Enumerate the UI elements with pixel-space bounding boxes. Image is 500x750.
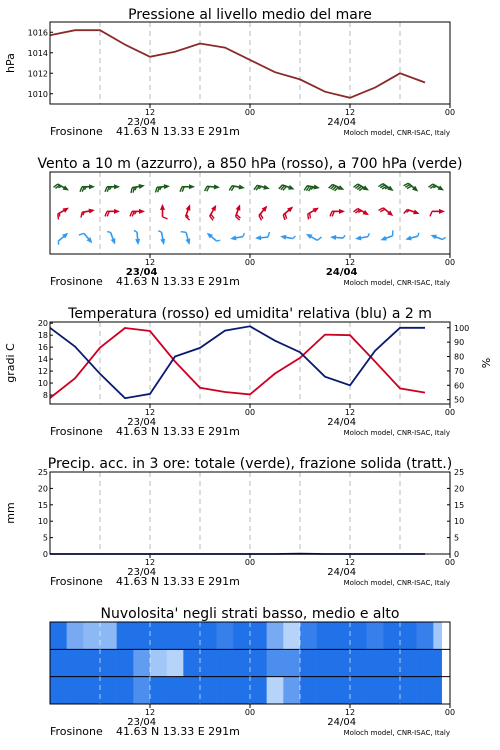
cloud-cell-alto <box>317 622 334 650</box>
precip-y2tick-label: 20 <box>454 484 465 494</box>
cloud-cell-alto <box>283 622 300 650</box>
wind-barb-feather <box>107 232 111 233</box>
precip-xtick-label: 12 <box>144 558 156 567</box>
cloud-cell-alto <box>133 622 150 650</box>
clouds-site-name: Frosinone <box>50 725 103 738</box>
wind-barb-head <box>230 235 236 240</box>
temperature-xtick-label: 12 <box>344 408 356 417</box>
wind-barb <box>405 233 419 241</box>
cloud-cell-medio <box>217 649 234 677</box>
wind-barb-head <box>330 235 336 240</box>
wind-barb <box>380 230 392 240</box>
wind-barb <box>254 185 270 190</box>
cloud-cell-medio <box>400 649 417 677</box>
wind-barb <box>210 205 217 220</box>
cloud-cell-basso <box>167 677 184 705</box>
wind-barb <box>105 184 120 192</box>
clouds-xtick-label: 12 <box>144 708 156 717</box>
wind-barb-head <box>355 235 361 240</box>
precip-site-name: Frosinone <box>50 575 103 588</box>
precip-ytick-label: 25 <box>37 468 48 477</box>
pressure-date-label: 24/04 <box>327 117 357 128</box>
cloud-cell-medio <box>117 649 134 677</box>
temperature-site-coords: 41.63 N 13.33 E 291m <box>116 425 240 438</box>
wind-barb-feather <box>343 235 345 238</box>
clouds-title: Nuvolosita' negli strati basso, medio e alto <box>100 606 400 622</box>
cloud-cell-medio <box>317 649 334 677</box>
wind-barb-feather <box>317 237 321 240</box>
wind-barb-feather <box>131 188 132 193</box>
precip-ytick-label: 5 <box>42 533 48 543</box>
wind-barb-feather <box>310 213 311 218</box>
wind-barb <box>430 209 445 217</box>
clouds-date-label: 24/04 <box>327 717 357 728</box>
cloud-cell-alto <box>100 622 117 650</box>
cloud-cell-alto <box>300 622 317 650</box>
wind-barb-feather <box>80 187 82 192</box>
wind-barb-feather <box>105 187 107 192</box>
cloud-cell-basso <box>350 677 367 705</box>
cloud-cell-alto <box>233 622 250 650</box>
temperature-y2tick-label: 100 <box>454 323 470 333</box>
pressure-title: Pressione al livello medio del mare <box>128 7 372 23</box>
cloud-cell-basso <box>83 677 100 705</box>
cloud-cell-medio <box>233 649 250 677</box>
wind-barb <box>81 209 95 218</box>
precip-xtick-label: 00 <box>444 558 456 567</box>
temperature-ytick-label: 18 <box>37 331 48 341</box>
wind-barb-feather <box>443 237 446 239</box>
clouds-credit: Moloch model, CNR-ISAC, Italy <box>343 729 450 737</box>
precip-ytick-label: 10 <box>37 517 48 527</box>
wind-barb-head <box>214 184 220 189</box>
cloud-cell-basso <box>267 677 284 705</box>
cloud-cell-basso <box>383 677 400 705</box>
cloud-cell-basso <box>417 677 434 705</box>
cloud-cell-basso <box>150 677 167 705</box>
wind-barb <box>207 233 220 241</box>
cloud-cell-basso <box>217 677 234 705</box>
wind-barb <box>404 183 419 191</box>
wind-barb <box>160 204 168 219</box>
wind-barb <box>355 233 369 240</box>
wind-barb-head <box>139 209 145 214</box>
cloud-cell-medio <box>333 649 350 677</box>
wind-barb-head <box>160 204 165 210</box>
wind-barb-feather <box>181 232 186 233</box>
wind-barb-head <box>263 185 269 190</box>
wind-xtick-label: 12 <box>144 258 156 267</box>
pressure-ylabel: hPa <box>4 53 17 73</box>
wind-barb-feather <box>217 240 220 241</box>
wind-barb <box>354 209 369 216</box>
wind-barb <box>80 184 95 192</box>
wind-barb <box>158 231 165 245</box>
cloud-cell-alto <box>183 622 200 650</box>
temperature-ytick-label: 20 <box>37 319 48 329</box>
wind-barb <box>134 230 140 245</box>
cloud-cell-medio <box>250 649 267 677</box>
cloud-cell-basso <box>67 677 84 705</box>
cloud-cell-medio <box>50 649 67 677</box>
pressure-ytick-label: 1012 <box>27 69 48 79</box>
wind-barb-feather <box>130 211 132 216</box>
wind-barb-head <box>111 238 116 244</box>
wind-barb <box>180 184 195 192</box>
precip-xtick-label: 00 <box>244 558 256 567</box>
wind-barb <box>379 208 394 216</box>
temperature-date-label: 23/04 <box>127 417 157 428</box>
wind-xtick-label: 12 <box>344 258 356 267</box>
precip-y2tick-label: 15 <box>454 500 465 510</box>
wind-barb-head <box>236 204 241 210</box>
wind-barb-head <box>430 235 436 240</box>
wind-barb-head <box>139 184 145 189</box>
wind-barb-feather <box>155 187 157 192</box>
wind-barb-feather <box>368 233 369 236</box>
wind-barb <box>58 208 69 220</box>
wind-barb-feather <box>430 211 432 216</box>
cloud-cell-medio <box>183 649 200 677</box>
wind-barb <box>155 184 170 192</box>
cloud-cell-alto <box>367 622 384 650</box>
precip-ytick-label: 20 <box>37 484 48 494</box>
cloud-cell-medio <box>67 649 84 677</box>
wind-barb <box>304 185 320 192</box>
cloud-cell-alto <box>217 622 234 650</box>
temperature-series-line-0 <box>50 328 425 398</box>
cloud-cell-basso <box>283 677 300 705</box>
pressure-xtick-label: 00 <box>444 108 456 117</box>
precip-xtick-label: 12 <box>344 558 356 567</box>
temperature-ylabel: gradi C <box>4 343 17 383</box>
temperature-y2tick-label: 60 <box>454 381 465 391</box>
temperature-title: Temperatura (rosso) ed umidita' relativa (blu) a 2 m <box>68 306 432 322</box>
wind-barb <box>130 209 145 217</box>
cloud-cell-alto <box>333 622 350 650</box>
wind-barb <box>378 184 393 191</box>
cloud-cell-basso <box>133 677 150 705</box>
cloud-cell-basso <box>100 677 117 705</box>
wind-barb <box>54 184 69 191</box>
wind-barb-feather <box>285 213 287 218</box>
cloud-cell-basso <box>317 677 334 705</box>
wind-barb-feather <box>418 233 419 236</box>
cloud-cell-basso <box>183 677 200 705</box>
cloud-cell-basso <box>433 677 442 705</box>
wind-barb-feather <box>134 230 137 232</box>
wind-xtick-label: 00 <box>244 258 256 267</box>
precip-y2tick-label: 5 <box>454 533 460 543</box>
temperature-panel <box>4 306 493 438</box>
precip-y2tick-label: 10 <box>454 517 465 527</box>
cloud-cell-basso <box>250 677 267 705</box>
wind-barb-head <box>339 209 345 214</box>
wind-barb-feather <box>243 233 244 236</box>
pressure-ytick-label: 1010 <box>27 89 48 99</box>
wind-barb-head <box>288 185 294 190</box>
wind-barb-head <box>135 239 140 245</box>
cloud-cell-medio <box>367 649 384 677</box>
temperature-ytick-label: 8 <box>42 391 48 401</box>
cloud-cell-medio <box>83 649 100 677</box>
pressure-credit: Moloch model, CNR-ISAC, Italy <box>343 129 450 137</box>
cloud-cell-medio <box>267 649 284 677</box>
precip-credit: Moloch model, CNR-ISAC, Italy <box>343 579 450 587</box>
wind-barb <box>131 184 145 193</box>
cloud-cell-alto <box>117 622 134 650</box>
wind-barb <box>186 204 191 220</box>
wind-barb <box>329 184 345 190</box>
temperature-ytick-label: 16 <box>37 343 48 353</box>
temperature-y2tick-label: 50 <box>454 395 465 405</box>
wind-barb-head <box>314 185 320 190</box>
wind-barb-head <box>413 210 419 215</box>
wind-barb-feather <box>81 212 82 217</box>
pressure-ytick-label: 1014 <box>27 48 48 58</box>
wind-site-name: Frosinone <box>50 275 103 288</box>
precip-date-label: 24/04 <box>327 567 357 578</box>
wind-barb <box>354 184 369 191</box>
wind-date-label: 24/04 <box>325 267 358 278</box>
wind-barb <box>255 232 270 240</box>
wind-barb-feather <box>308 214 309 219</box>
wind-barb-feather <box>158 231 161 232</box>
temperature-xtick-label: 00 <box>244 408 256 417</box>
wind-barb <box>236 204 241 220</box>
cloud-cell-alto <box>400 622 417 650</box>
pressure-xtick-label: 00 <box>244 108 256 117</box>
cloud-cell-alto <box>83 622 100 650</box>
wind-barb <box>280 235 295 240</box>
clouds-date-label: 23/04 <box>127 717 157 728</box>
cloud-cell-basso <box>117 677 134 705</box>
cloud-cell-medio <box>150 649 167 677</box>
cloud-cell-alto <box>200 622 217 650</box>
cloud-cell-alto <box>167 622 184 650</box>
temperature-ytick-label: 12 <box>37 367 48 377</box>
wind-barb-head <box>189 184 195 189</box>
cloud-cell-alto <box>417 622 434 650</box>
pressure-site-name: Frosinone <box>50 125 103 138</box>
wind-barb-head <box>185 238 190 244</box>
precip-title: Precip. acc. in 3 ore: totale (verde), frazione solida (tratt.) <box>47 456 453 472</box>
cloud-cell-medio <box>417 649 434 677</box>
wind-barb-head <box>89 184 95 189</box>
temperature-y2label: % <box>480 357 493 369</box>
wind-barb <box>58 233 68 245</box>
wind-barb <box>107 232 115 245</box>
wind-title: Vento a 10 m (azzurro), a 850 hPa (rosso), a 700 hPa (verde) <box>37 156 463 172</box>
wind-barb-head <box>380 236 386 241</box>
cloud-cell-alto <box>250 622 267 650</box>
temperature-xtick-label: 12 <box>144 408 156 417</box>
pressure-site-coords: 41.63 N 13.33 E 291m <box>116 125 240 138</box>
wind-barb <box>79 233 92 243</box>
wind-barb-head <box>89 209 95 214</box>
wind-barb-head <box>239 185 245 190</box>
cloud-cell-basso <box>233 677 250 705</box>
wind-barb-feather <box>293 236 295 239</box>
wind-barb-feather <box>268 232 270 237</box>
cloud-cell-medio <box>383 649 400 677</box>
wind-barb-feather <box>79 233 84 235</box>
pressure-panel <box>4 7 455 138</box>
wind-barb-feather <box>180 187 182 192</box>
temperature-ytick-label: 10 <box>37 379 48 389</box>
wind-barb <box>230 233 244 240</box>
wind-barb <box>105 209 120 217</box>
precip-ylabel: mm <box>4 502 17 524</box>
wind-barb-head <box>164 184 170 189</box>
wind-site-coords: 41.63 N 13.33 E 291m <box>116 275 240 288</box>
cloud-cell-basso <box>333 677 350 705</box>
temperature-date-label: 24/04 <box>327 417 357 428</box>
clouds-panel <box>50 606 455 738</box>
wind-barb <box>404 209 420 214</box>
clouds-xtick-label: 12 <box>344 708 356 717</box>
cloud-cell-medio <box>100 649 117 677</box>
wind-barb-head <box>186 204 191 210</box>
clouds-xtick-label: 00 <box>244 708 256 717</box>
temperature-credit: Moloch model, CNR-ISAC, Italy <box>343 429 450 437</box>
temperature-xtick-label: 00 <box>444 408 456 417</box>
wind-barb-head <box>405 236 411 241</box>
precip-ytick-label: 0 <box>42 550 48 559</box>
pressure-xtick-label: 12 <box>344 108 356 117</box>
precip-y2tick-label: 25 <box>454 468 465 477</box>
wind-barb <box>306 234 321 241</box>
cloud-cell-alto <box>267 622 284 650</box>
cloud-cell-alto <box>150 622 167 650</box>
wind-barb <box>279 185 295 191</box>
wind-barb-feather <box>163 217 168 219</box>
wind-barb-head <box>439 209 445 214</box>
cloud-cell-medio <box>133 649 150 677</box>
wind-barb <box>205 184 220 191</box>
cloud-cell-medio <box>200 649 217 677</box>
pressure-date-label: 23/04 <box>127 117 157 128</box>
wind-barb <box>430 235 445 240</box>
pressure-series-line-0 <box>50 30 425 98</box>
clouds-site-coords: 41.63 N 13.33 E 291m <box>116 725 240 738</box>
cloud-cell-medio <box>350 649 367 677</box>
wind-barb-head <box>114 184 120 189</box>
wind-barb-head <box>280 235 286 240</box>
pressure-ytick-label: 1016 <box>27 28 48 38</box>
temperature-y2tick-label: 70 <box>454 366 465 376</box>
cloud-cell-basso <box>50 677 67 705</box>
clouds-xtick-label: 00 <box>444 708 456 717</box>
wind-barb <box>229 185 245 191</box>
cloud-cell-alto <box>67 622 84 650</box>
wind-barb <box>308 208 319 220</box>
cloud-cell-medio <box>283 649 300 677</box>
pressure-xtick-label: 12 <box>144 108 156 117</box>
temperature-series-line-1 <box>50 326 425 398</box>
wind-xtick-label: 00 <box>444 258 456 267</box>
cloud-cell-alto <box>350 622 367 650</box>
precip-panel <box>4 456 464 588</box>
wind-barb <box>181 232 191 245</box>
cloud-cell-basso <box>400 677 417 705</box>
cloud-cell-basso <box>200 677 217 705</box>
precip-ytick-label: 15 <box>37 500 48 510</box>
wind-date-label: 23/04 <box>125 267 158 278</box>
precip-date-label: 23/04 <box>127 567 157 578</box>
cloud-cell-basso <box>300 677 317 705</box>
wind-barb-head <box>160 239 165 245</box>
wind-credit: Moloch model, CNR-ISAC, Italy <box>343 279 450 287</box>
wind-barb <box>330 235 345 240</box>
cloud-cell-alto <box>433 622 442 650</box>
cloud-cell-alto <box>50 622 67 650</box>
wind-panel <box>37 156 462 288</box>
wind-barb-feather <box>330 211 332 216</box>
temperature-y2tick-label: 90 <box>454 338 465 348</box>
wind-barb <box>259 206 267 221</box>
wind-barb-feather <box>58 214 59 219</box>
cloud-cell-medio <box>433 649 442 677</box>
cloud-cell-medio <box>300 649 317 677</box>
wind-barb <box>429 184 444 191</box>
wind-barb-feather <box>105 211 107 216</box>
precip-y2tick-label: 0 <box>454 550 460 559</box>
wind-barb-feather <box>283 215 285 220</box>
cloud-cell-medio <box>167 649 184 677</box>
temperature-y2tick-label: 80 <box>454 352 465 362</box>
cloud-cell-alto <box>383 622 400 650</box>
precip-site-coords: 41.63 N 13.33 E 291m <box>116 575 240 588</box>
cloud-cell-basso <box>367 677 384 705</box>
wind-barb <box>283 207 293 220</box>
wind-barb <box>330 209 345 217</box>
wind-barb-head <box>255 235 261 240</box>
temperature-ytick-label: 14 <box>37 355 48 365</box>
wind-barb-head <box>114 209 120 214</box>
temperature-site-name: Frosinone <box>50 425 103 438</box>
